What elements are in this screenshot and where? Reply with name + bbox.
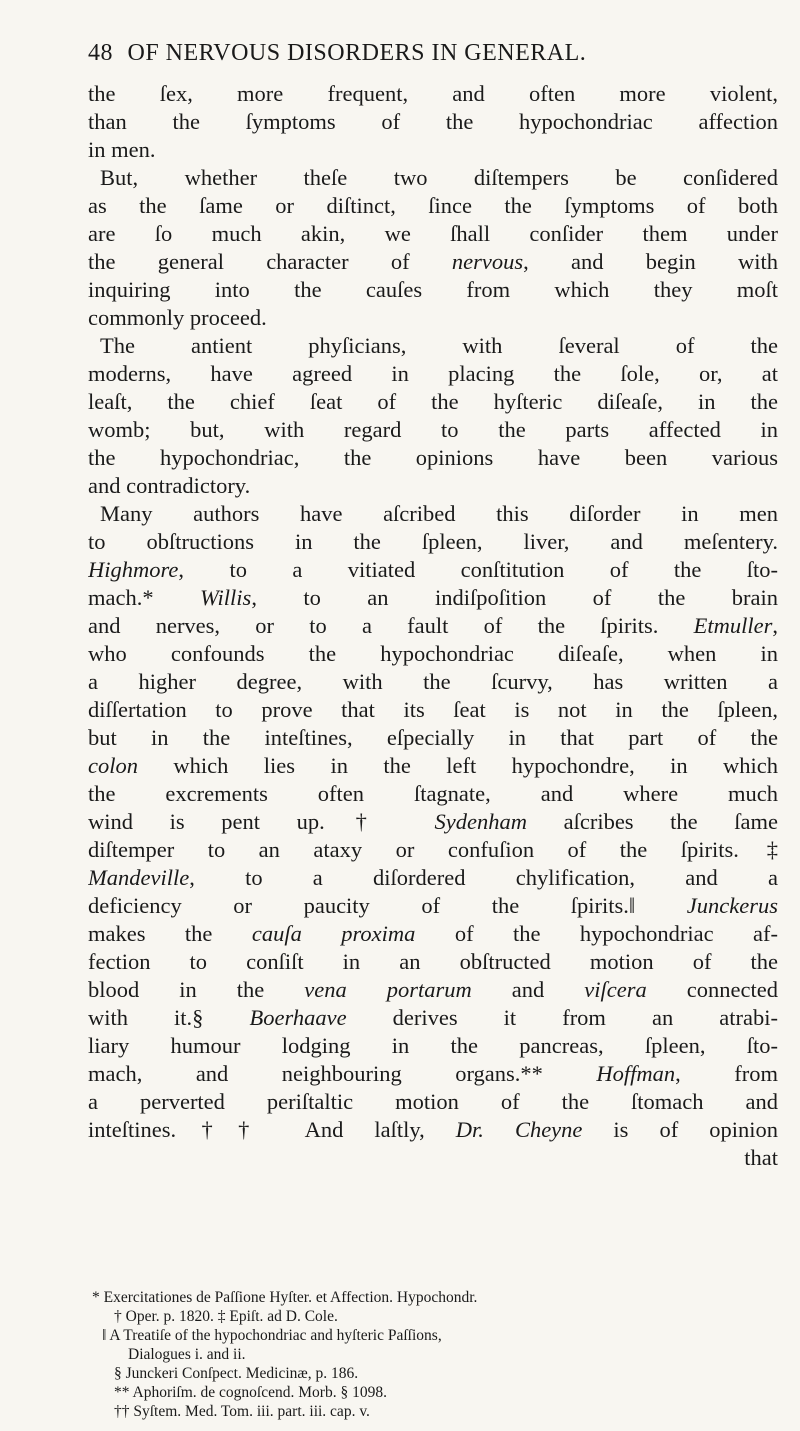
footnotes <box>88 1288 778 1421</box>
text-line: The antient phyſicians, with ſeveral of the <box>100 333 778 358</box>
text-line: makes the cauſa proxima of the hypochondriac af- <box>88 921 778 946</box>
body-text <box>88 80 778 1172</box>
italic-term: colon <box>88 753 138 778</box>
text-line: than the ſymptoms of the hypochondriac affection <box>88 109 778 134</box>
italic-name: Etmuller <box>693 613 773 638</box>
text-line: mach, and neighbouring organs.** Hoffman, from <box>88 1061 778 1086</box>
text-line: Highmore, to a vitiated conſtitution of the ſto- <box>88 557 778 582</box>
footnote: †† Syſtem. Med. Tom. iii. part. iii. cap. v. <box>114 1403 370 1420</box>
running-head <box>88 40 728 67</box>
text-line: in men. <box>88 137 156 162</box>
text-line: with it.§ Boerhaave derives it from an atrabi- <box>88 1005 778 1030</box>
italic-name: Sydenham <box>434 809 527 834</box>
italic-term: nervous <box>451 249 524 274</box>
text-line: inteſtines.†† And laſtly, Dr. Cheyne is of opinion <box>88 1117 778 1142</box>
footnote: * Exercitationes de Paſſione Hyſter. et Affection. Hypochondr. <box>92 1289 478 1306</box>
text-line: are ſo much akin, we ſhall conſider them under <box>88 221 778 246</box>
footnote: † Oper. p. 1820. ‡ Epiſt. ad D. Cole. <box>114 1308 338 1325</box>
page-number: 48 <box>88 40 113 66</box>
text-line: womb; but, with regard to the parts affected in <box>88 417 778 442</box>
text-line: diſſertation to prove that its ſeat is not in the ſpleen, <box>88 697 778 722</box>
footnote: § Junckeri Conſpect. Medicinæ, p. 186. <box>114 1365 359 1382</box>
text-line: commonly proceed. <box>88 305 267 330</box>
text-line: a higher degree, with the ſcurvy, has written a <box>88 669 778 694</box>
italic-term: cauſa proxima <box>251 921 416 946</box>
text-line: but in the inteſtines, eſpecially in that part of the <box>88 725 778 750</box>
text-line: the hypochondriac, the opinions have been various <box>88 445 778 470</box>
text-line: as the ſame or diſtinct, ſince the ſymptoms of both <box>88 193 778 218</box>
italic-term: viſcera <box>584 977 647 1002</box>
italic-name: Highmore <box>88 557 179 582</box>
text-line: diſtemper to an ataxy or confuſion of the ſpirits.‡ <box>88 837 778 862</box>
text-line: a perverted periſtaltic motion of the ſtomach and <box>88 1089 778 1114</box>
text-line: leaſt, the chief ſeat of the hyſteric diſeaſe, in the <box>88 389 778 414</box>
italic-name: Junckerus <box>686 893 778 918</box>
footnote: Dialogues i. and ii. <box>128 1346 246 1363</box>
catchword: that <box>744 1145 778 1170</box>
text-line: wind is pent up.† Sydenham aſcribes the ſame <box>88 809 778 834</box>
text-line: the general character of nervous, and begin with <box>88 249 778 274</box>
italic-name: Boerhaave <box>249 1005 347 1030</box>
text-line: and contradictory. <box>88 473 251 498</box>
text-line: mach.* Willis, to an indiſpoſition of the brain <box>88 585 778 610</box>
italic-name: Willis <box>200 585 252 610</box>
text-line: deficiency or paucity of the ſpirits.‖ Junckerus <box>88 893 778 918</box>
text-line: liary humour lodging in the pancreas, ſpleen, ſto- <box>88 1033 778 1058</box>
text-line: colon which lies in the left hypochondre, in which <box>88 753 778 778</box>
text-line: blood in the vena portarum and viſcera connected <box>88 977 778 1002</box>
text-line: to obſtructions in the ſpleen, liver, and meſentery. <box>88 529 778 554</box>
running-title: OF NERVOUS DISORDERS IN GENERAL. <box>127 40 587 66</box>
text-line: inquiring into the cauſes from which they moſt <box>88 277 778 302</box>
text-line: and nerves, or to a fault of the ſpirits. Etmuller, <box>88 613 778 638</box>
italic-name: Mandeville <box>88 865 190 890</box>
footnote: ‖ A Treatiſe of the hypochondriac and hyſteric Paſſions, <box>102 1327 442 1344</box>
text-line: But, whether theſe two diſtempers be conſidered <box>100 165 778 190</box>
text-line: who confounds the hypochondriac diſeaſe, when in <box>88 641 778 666</box>
italic-name: Hoffman <box>596 1061 676 1086</box>
italic-name: Dr. Cheyne <box>455 1117 583 1142</box>
text-line: fection to conſiſt in an obſtructed motion of the <box>88 949 778 974</box>
text-line: the excrements often ſtagnate, and where much <box>88 781 778 806</box>
italic-term: vena portarum <box>304 977 472 1002</box>
text-line: Mandeville, to a diſordered chylification, and a <box>88 865 778 890</box>
footnote: ** Aphoriſm. de cognoſcend. Morb. § 1098. <box>114 1384 387 1401</box>
text-line: Many authors have aſcribed this diſorder in men <box>100 501 778 526</box>
text-line: the ſex, more frequent, and often more violent, <box>88 81 778 106</box>
text-line: moderns, have agreed in placing the ſole, or, at <box>88 361 778 386</box>
